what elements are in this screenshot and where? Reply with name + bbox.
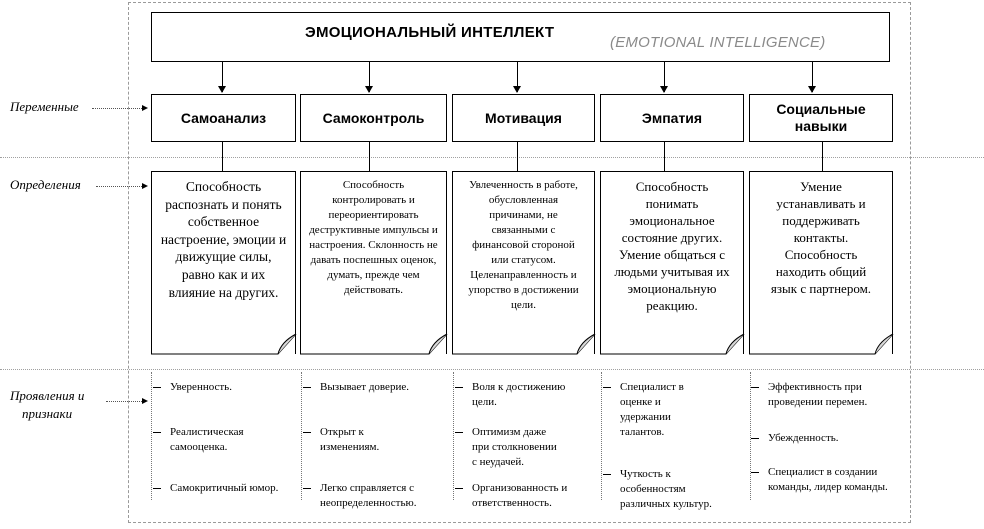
definition-text: Увлеченность в работе, обусловленная причинами, не связанными с финансовой стороной или статусом. Целенаправленность и упорство в достижении цели. [468, 179, 579, 311]
arrow-to-col3 [517, 62, 518, 92]
variable-box-empathy: Эмпатия [600, 94, 744, 142]
sign-item: Специалист в оценке и удержании талантов. [620, 380, 702, 440]
sign-item: Организованность и ответственность. [472, 481, 587, 511]
connector-col2 [369, 142, 370, 171]
sign-item: Легко справляется с неопределенностью. [320, 481, 445, 511]
arrow-definitions [96, 186, 146, 187]
definition-text: Умение устанавливать и поддерживать контакты. Способность находить общий язык с партнером. [770, 179, 872, 296]
sign-item: Чуткость к особенностям различных культур. [620, 467, 738, 512]
signs-bracket-col2 [301, 372, 302, 500]
sign-item: Специалист в создании команды, лидер команды. [768, 465, 893, 495]
sign-item: Оптимизм даже при столкновении с неудачей. [472, 425, 562, 470]
label-definitions: Определения [10, 177, 81, 192]
sign-item: Вызывает доверие. [320, 380, 445, 395]
definition-text: Способность контролировать и переориентировать деструктивные импульсы и настроения. Склонность не давать поспешных оценок, думать, прежде чем действовать. [309, 179, 438, 296]
arrow-to-col4 [664, 62, 665, 92]
signs-bracket-col1 [151, 372, 152, 500]
page-curl [600, 334, 744, 354]
definition-box-self-awareness [151, 171, 296, 354]
definition-box-empathy [600, 171, 744, 354]
variable-box-self-regulation: Самоконтроль [300, 94, 447, 142]
signs-bracket-col3 [453, 372, 454, 500]
arrow-to-col2 [369, 62, 370, 92]
connector-col5 [822, 142, 823, 171]
page-curl [300, 334, 447, 354]
definition-text: Способность понимать эмоциональное состояние других. Умение общаться с людьми учитывая их эмоциональную реакцию. [614, 179, 730, 313]
arrow-variables [92, 108, 146, 109]
sign-item: Эффективность при проведении перемен. [768, 380, 893, 410]
sign-item: Открыт к изменениям. [320, 425, 425, 455]
definition-text: Способность распознать и понять собственное настроение, эмоции и движущие силы, равно как и их влияние на других. [160, 179, 287, 300]
diagram-title: ЭМОЦИОНАЛЬНЫЙ ИНТЕЛЛЕКТ [305, 24, 555, 41]
variable-box-motivation: Мотивация [452, 94, 595, 142]
definition-box-social-skills [749, 171, 893, 354]
definition-box-motivation [452, 171, 595, 354]
diagram-subtitle: (EMOTIONAL INTELLIGENCE) [610, 34, 826, 51]
sign-item: Реалистическая самооценка. [170, 425, 290, 455]
page-curl [151, 334, 296, 354]
label-manifestations-1: Проявления и [10, 388, 85, 403]
signs-bracket-col4 [601, 372, 602, 500]
connector-col3 [517, 142, 518, 171]
page-curl [452, 334, 595, 354]
arrow-manifestations [106, 401, 146, 402]
sign-item: Убежденность. [768, 431, 888, 446]
connector-col1 [222, 142, 223, 171]
label-manifestations-2: признаки [22, 406, 73, 421]
variable-box-self-awareness: Самоанализ [151, 94, 296, 142]
sign-item: Самокритичный юмор. [170, 481, 290, 496]
divider-definitions [0, 157, 984, 158]
divider-manifestations [0, 369, 984, 370]
page-curl [749, 334, 893, 354]
sign-item: Уверенность. [170, 380, 290, 395]
sign-item: Воля к достижению цели. [472, 380, 582, 410]
connector-col4 [664, 142, 665, 171]
definition-box-self-regulation [300, 171, 447, 354]
arrow-to-col1 [222, 62, 223, 92]
variable-box-social-skills: Социальные навыки [749, 94, 893, 142]
signs-bracket-col5 [750, 372, 751, 500]
arrow-to-col5 [812, 62, 813, 92]
label-variables: Переменные [10, 99, 79, 114]
